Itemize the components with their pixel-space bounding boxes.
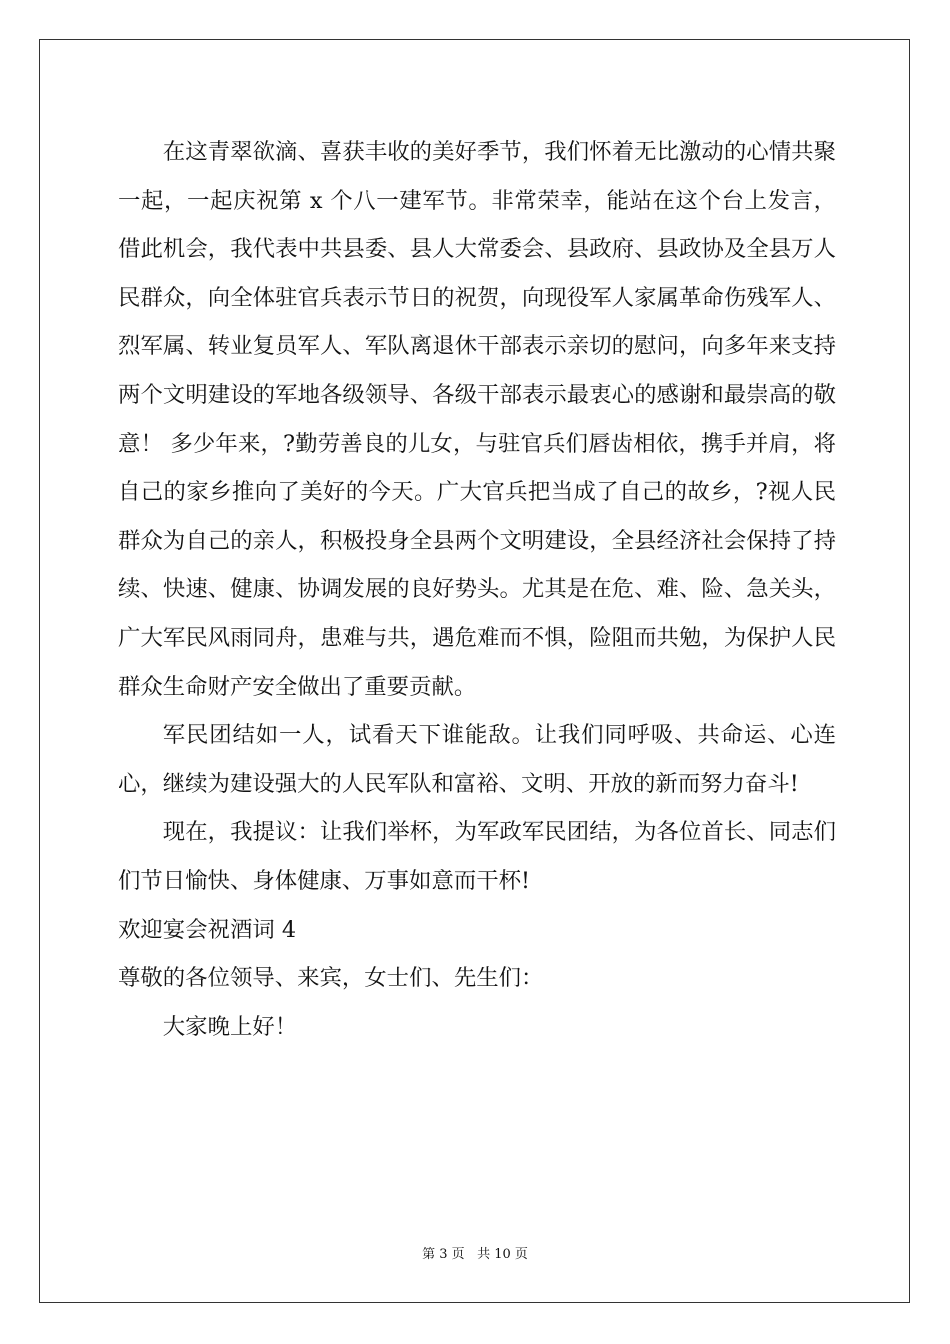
paragraph-toast-army-day: 在这青翠欲滴、喜获丰收的美好季节，我们怀着无比激动的心情共聚一起，一起庆祝第 x 个八一建军节。非常荣幸，能站在这个台上发言，借此机会，我代表中共县委、县人大常委会、县政府、县政协及全县万人民群众，向全体驻官兵表示节日的祝贺，向现役军人家属革命伤残军人、烈军属、转业复员军人、军队离退休干部表示亲切的慰问，向多年来支持两个文明建设的军地各级领导、各级干部表示最衷心的感谢和最崇高的敬意！ 多少年来，?勤劳善良的儿女，与驻官兵们唇齿相依，携手并肩，将自己的家乡推向了美好的今天。广大官兵把当成了自己的故乡，?视人民群众为自己的亲人，积极投身全县两个文明建设，全县经济社会保持了持续、快速、健康、协调发展的良好势头。尤其是在危、难、险、急关头，广大军民风雨同舟，患难与共，遇危难而不惧，险阻而共勉，为保护人民群众生命财产安全做出了重要贡献。 [118, 139, 836, 700]
section-heading: 欢迎宴会祝酒词 4 [118, 916, 297, 943]
page-number: 第 3 页 [422, 1247, 465, 1262]
document-body [118, 128, 836, 1051]
paragraph-greeting: 大家晚上好！ [162, 1013, 298, 1040]
paragraph-raise-glass: 现在，我提议：让我们举杯，为军政军民团结，为各位首长、同志们们节日愉快、身体健康、万事如意而干杯! [118, 819, 836, 894]
page-footer [0, 1246, 950, 1264]
page-total: 共 10 页 [477, 1247, 528, 1262]
paragraph-salutation: 尊敬的各位领导、来宾，女士们、先生们： [118, 965, 544, 992]
paragraph-unity: 军民团结如一人，试看天下谁能敌。让我们同呼吸、共命运、心连心，继续为建设强大的人民军队和富裕、文明、开放的新而努力奋斗! [118, 722, 836, 797]
